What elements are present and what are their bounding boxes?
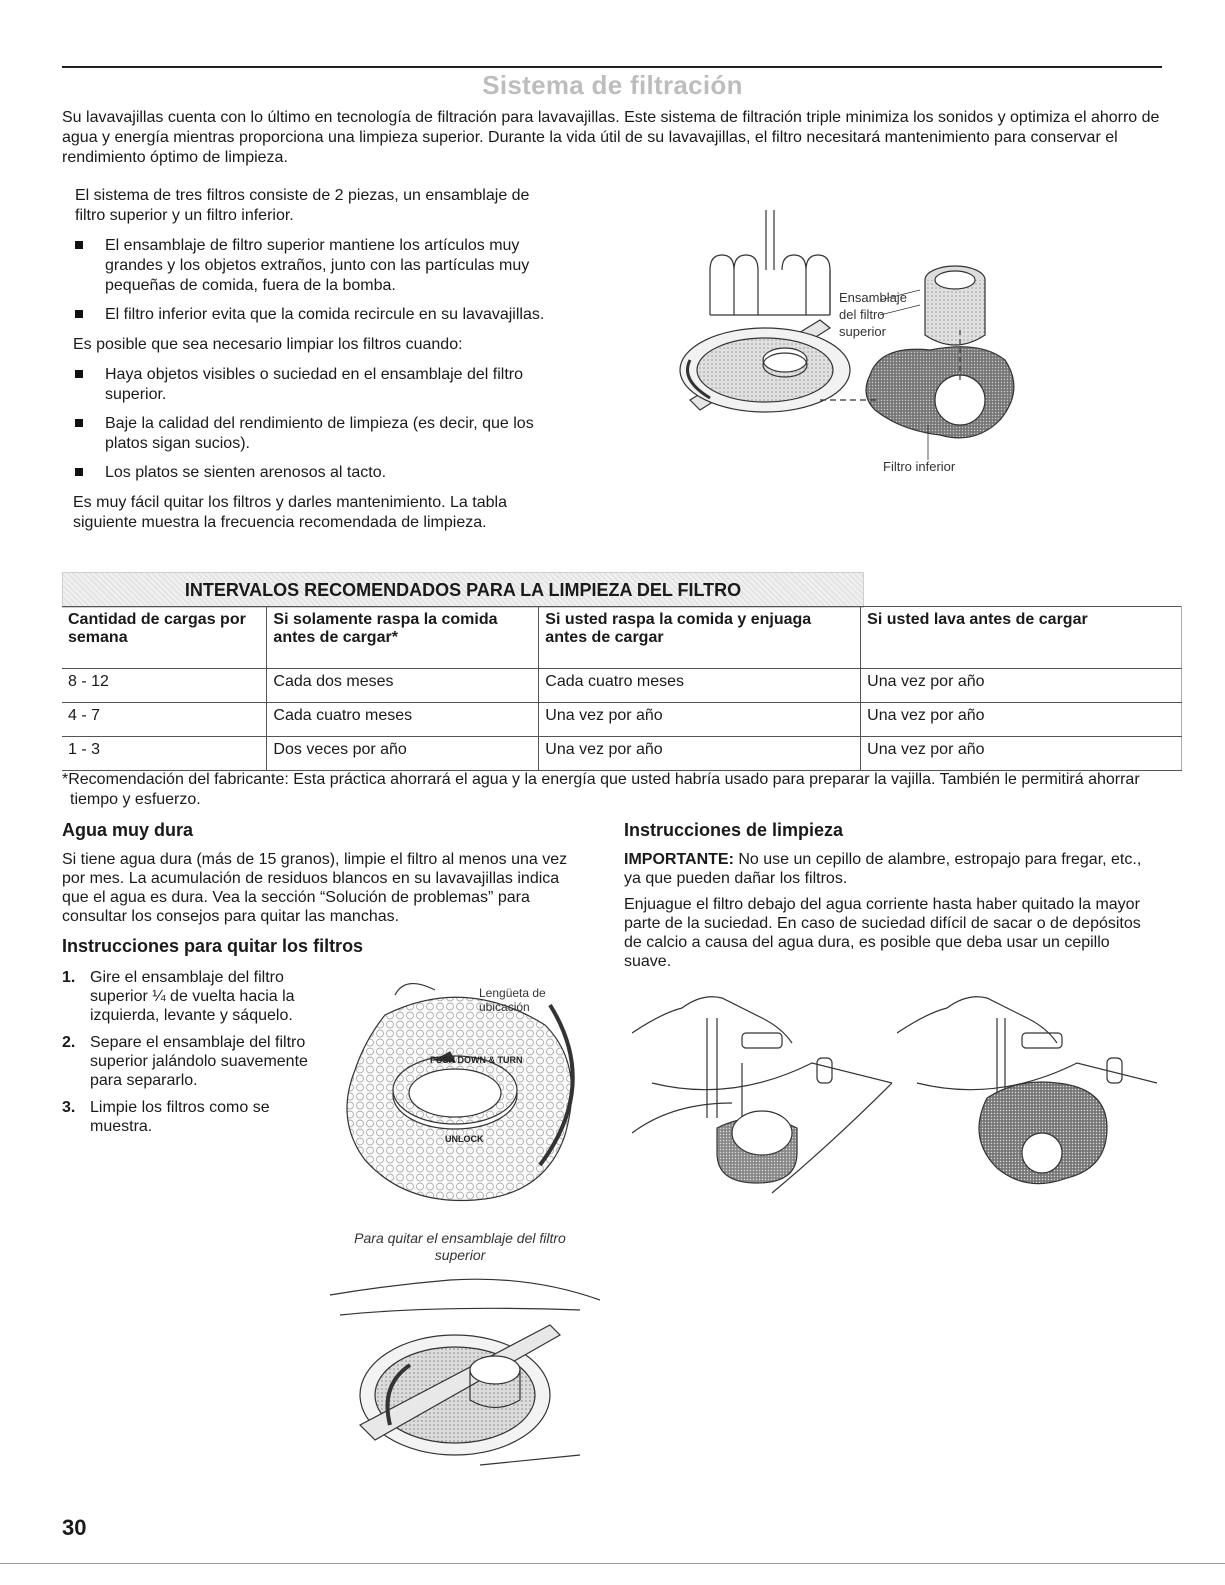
location-tab-label: Lengüeta de ubicación <box>479 986 546 1014</box>
bullet-square-icon <box>75 419 83 427</box>
removal-steps <box>62 968 312 1144</box>
bullet-square-icon <box>75 468 83 476</box>
when-label: Es posible que sea necesario limpiar los filtros cuando: <box>73 336 463 353</box>
table-cell: 4 - 7 <box>62 703 267 737</box>
table-row <box>62 703 1182 737</box>
cleaning-heading: Instrucciones de limpieza <box>624 820 844 840</box>
page-number: 30 <box>62 1515 87 1540</box>
list-item: El filtro inferior evita que la comida recircule en su lavavajillas. <box>75 305 555 325</box>
table-row <box>62 737 1182 771</box>
rinse-upper-filter-illustration <box>632 983 897 1213</box>
table-title: INTERVALOS RECOMENDADOS PARA LA LIMPIEZA DEL FILTRO <box>184 580 742 600</box>
important-label: IMPORTANTE: <box>624 851 734 868</box>
list-item: 2. Separe el ensamblaje del filtro superior jalándolo suavemente para separarlo. <box>62 1034 308 1089</box>
table-cell: Cada cuatro meses <box>539 669 861 703</box>
push-down-label: PUSH DOWN & TURN <box>430 1055 523 1065</box>
closing-paragraph: Es muy fácil quitar los filtros y darles mantenimiento. La tabla siguiente muestra la frecuencia recomendada de limpieza. <box>73 494 507 531</box>
table-header: Si usted raspa la comida y enjuaga antes de cargar <box>539 607 861 669</box>
table-title-band <box>62 572 864 608</box>
table-footnote: *Recomendación del fabricante: Esta práctica ahorrará el agua y la energía que usted habría usado para preparar la vajilla. También le permitirá ahorrar tiempo y esfuerzo. <box>62 771 1140 808</box>
hard-water-heading: Agua muy dura <box>62 820 194 840</box>
table-header-row <box>62 607 1182 669</box>
label-upper-filter: Ensamblaje del filtro superior <box>839 290 907 339</box>
table-row <box>62 669 1182 703</box>
bottom-rule <box>0 1563 1225 1564</box>
list-item: Los platos se sienten arenosos al tacto. <box>75 463 555 483</box>
table-cell: Una vez por año <box>861 703 1182 737</box>
cleaning-text: Enjuague el filtro debajo del agua corriente hasta haber quitado la mayor parte de la suciedad. En caso de suciedad difícil de sacar o de depósitos de calcio a causa del agua dura, es posible que deba usar un cepillo suave. <box>624 896 1141 970</box>
bullet-square-icon <box>75 310 83 318</box>
cleaning-important <box>624 850 1159 888</box>
table-header: Si usted lava antes de cargar <box>861 607 1182 669</box>
filter-system-section <box>75 186 555 543</box>
label-lower-filter: Filtro inferior <box>883 459 956 474</box>
bullet-square-icon <box>75 370 83 378</box>
table-cell: Una vez por año <box>539 737 861 771</box>
table-cell: Cada dos meses <box>267 669 539 703</box>
table-cell: Una vez por año <box>539 703 861 737</box>
table-header: Si solamente raspa la comida antes de cargar* <box>267 607 539 669</box>
unlock-label: UNLOCK <box>445 1134 484 1144</box>
table-cell: Cada cuatro meses <box>267 703 539 737</box>
top-rule <box>62 66 1162 68</box>
when-bullets <box>75 365 555 483</box>
filter-removal-illustration <box>335 975 585 1205</box>
list-item: 3. Limpie los filtros como se muestra. <box>62 1099 270 1135</box>
list-item: 1. Gire el ensamblaje del filtro superior ¼ de vuelta hacia la izquierda, levante y sáquelo. <box>62 969 295 1024</box>
system-description: El sistema de tres filtros consiste de 2 piezas, un ensamblaje de filtro superior y un filtro inferior. <box>75 187 530 224</box>
hard-water-text: Si tiene agua dura (más de 15 granos), limpie el filtro al menos una vez por mes. La acumulación de residuos blancos en su lavavajillas indica que el agua es dura. Vea la sección “Solución de problemas” para consultar los consejos para quitar las manchas. <box>62 851 568 925</box>
table-cell: Una vez por año <box>861 669 1182 703</box>
filter-system-illustration <box>670 210 1030 480</box>
important-text: No use un cepillo de alambre, estropajo para fregar, etc., ya que pueden dañar los filtros. <box>624 851 1142 887</box>
intro-paragraph: Su lavavajillas cuenta con lo último en tecnología de filtración para lavavajillas. Este sistema de filtración triple minimiza los sonidos y optimiza el ahorro de agua y energía mientras proporciona una limpieza superior. Durante la vida útil de su lavavajillas, el filtro necesitará mantenimiento para conservar el rendimiento óptimo de limpieza. <box>62 109 1160 166</box>
system-bullets <box>75 236 555 325</box>
table-cell: 1 - 3 <box>62 737 267 771</box>
table-cell: 8 - 12 <box>62 669 267 703</box>
table-header: Cantidad de cargas por semana <box>62 607 267 669</box>
spray-arm-illustration <box>320 1275 600 1475</box>
page-title: Sistema de filtración <box>482 70 743 100</box>
removal-caption: Para quitar el ensamblaje del filtro superior <box>354 1230 566 1263</box>
rinse-lower-filter-illustration <box>897 983 1162 1213</box>
removal-heading: Instrucciones para quitar los filtros <box>62 936 364 956</box>
bullet-square-icon <box>75 241 83 249</box>
list-item: El ensamblaje de filtro superior mantiene los artículos muy grandes y los objetos extraños, junto con las partículas muy pequeñas de comida, fuera de la bomba. <box>75 236 555 296</box>
cleaning-interval-table <box>62 606 1182 771</box>
list-item: Haya objetos visibles o suciedad en el ensamblaje del filtro superior. <box>75 365 555 405</box>
list-item: Baje la calidad del rendimiento de limpieza (es decir, que los platos sigan sucios). <box>75 414 555 454</box>
table-cell: Dos veces por año <box>267 737 539 771</box>
table-cell: Una vez por año <box>861 737 1182 771</box>
